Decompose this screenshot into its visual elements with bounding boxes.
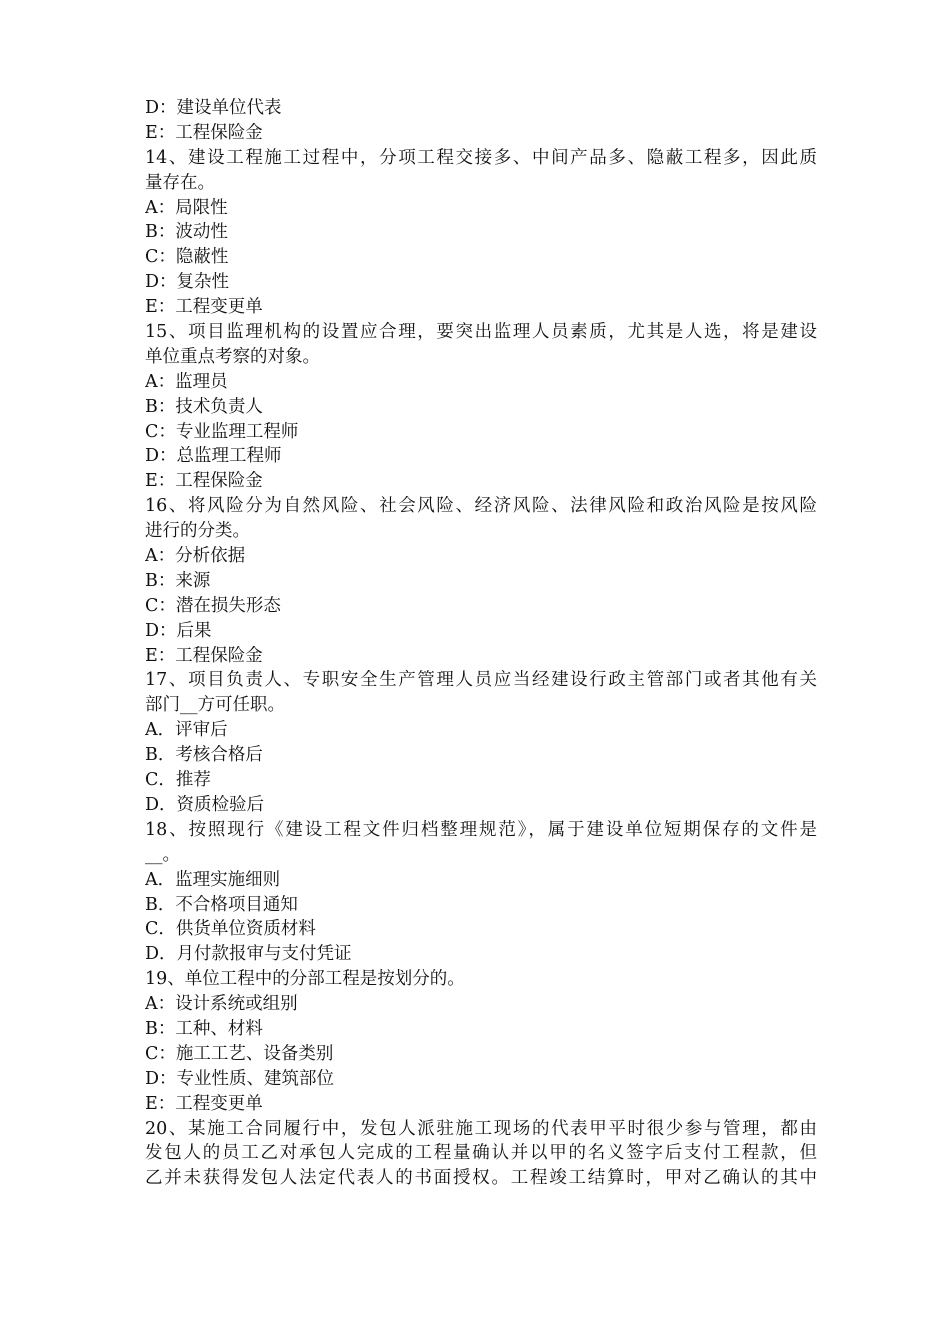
text-line: 量存在。	[145, 172, 215, 193]
text-line: A：局限性	[145, 197, 228, 218]
text-line: B：来源	[145, 570, 211, 591]
text-line: C．推荐	[145, 770, 211, 791]
text-line: E：工程保险金	[145, 122, 263, 143]
text-line: D：专业性质、建筑部位	[145, 1068, 335, 1089]
text-line: 部门__方可任职。	[145, 695, 285, 716]
text-line: B．不合格项目通知	[145, 894, 298, 915]
text-line: D．月付款报审与支付凭证	[145, 944, 352, 965]
text-line: 16、将风险分为自然风险、社会风险、经济风险、法律风险和政治风险是按风险	[145, 496, 817, 517]
text-line: 19、单位工程中的分部工程是按划分的。	[145, 969, 465, 990]
text-line: C：专业监理工程师	[145, 421, 299, 442]
text-line: C．供货单位资质材料	[145, 919, 316, 940]
text-line: B：波动性	[145, 222, 228, 243]
text-line: 发包人的员工乙对承包人完成的工程量确认并以甲的名义签字后支付工程款，但	[145, 1143, 817, 1164]
text-line: D：后果	[145, 620, 212, 641]
text-line: 乙并未获得发包人法定代表人的书面授权。工程竣工结算时，甲对乙确认的其中	[145, 1168, 817, 1189]
text-line: B：工种、材料	[145, 1018, 263, 1039]
text-line: 15、项目监理机构的设置应合理，要突出监理人员素质，尤其是人选，将是建设	[145, 322, 817, 343]
text-line: C：施工工艺、设备类别	[145, 1043, 334, 1064]
text-line: 进行的分类。	[145, 521, 250, 542]
text-line: A．评审后	[145, 720, 228, 741]
text-line: E：工程变更单	[145, 1093, 263, 1114]
text-line: A．监理实施细则	[145, 869, 281, 890]
text-line: B．考核合格后	[145, 745, 263, 766]
text-line: A：监理员	[145, 371, 228, 392]
text-line: C：隐蔽性	[145, 247, 229, 268]
text-line: 17、项目负责人、专职安全生产管理人员应当经建设行政主管部门或者其他有关	[145, 670, 817, 691]
text-line: 20、某施工合同履行中，发包人派驻施工现场的代表甲平时很少参与管理，都由	[145, 1118, 817, 1139]
text-line: D．资质检验后	[145, 794, 265, 815]
text-line: 18、按照现行《建设工程文件归档整理规范》，属于建设单位短期保存的文件是	[145, 819, 817, 840]
text-line: C：潜在损失形态	[145, 595, 281, 616]
text-line: D：总监理工程师	[145, 446, 282, 467]
text-line: D：复杂性	[145, 272, 230, 293]
text-line: 单位重点考察的对象。	[145, 346, 320, 367]
text-line: 14、建设工程施工过程中，分项工程交接多、中间产品多、隐蔽工程多，因此质	[145, 147, 817, 168]
text-line: A：设计系统或组别	[145, 994, 298, 1015]
text-line: E：工程变更单	[145, 297, 263, 318]
document-page	[145, 96, 817, 1191]
text-line: E：工程保险金	[145, 471, 263, 492]
text-line: __。	[145, 844, 180, 865]
text-line: D：建设单位代表	[145, 98, 282, 118]
text-line: E：工程保险金	[145, 645, 263, 666]
text-line: A：分析依据	[145, 546, 246, 567]
text-line: B：技术负责人	[145, 396, 263, 417]
